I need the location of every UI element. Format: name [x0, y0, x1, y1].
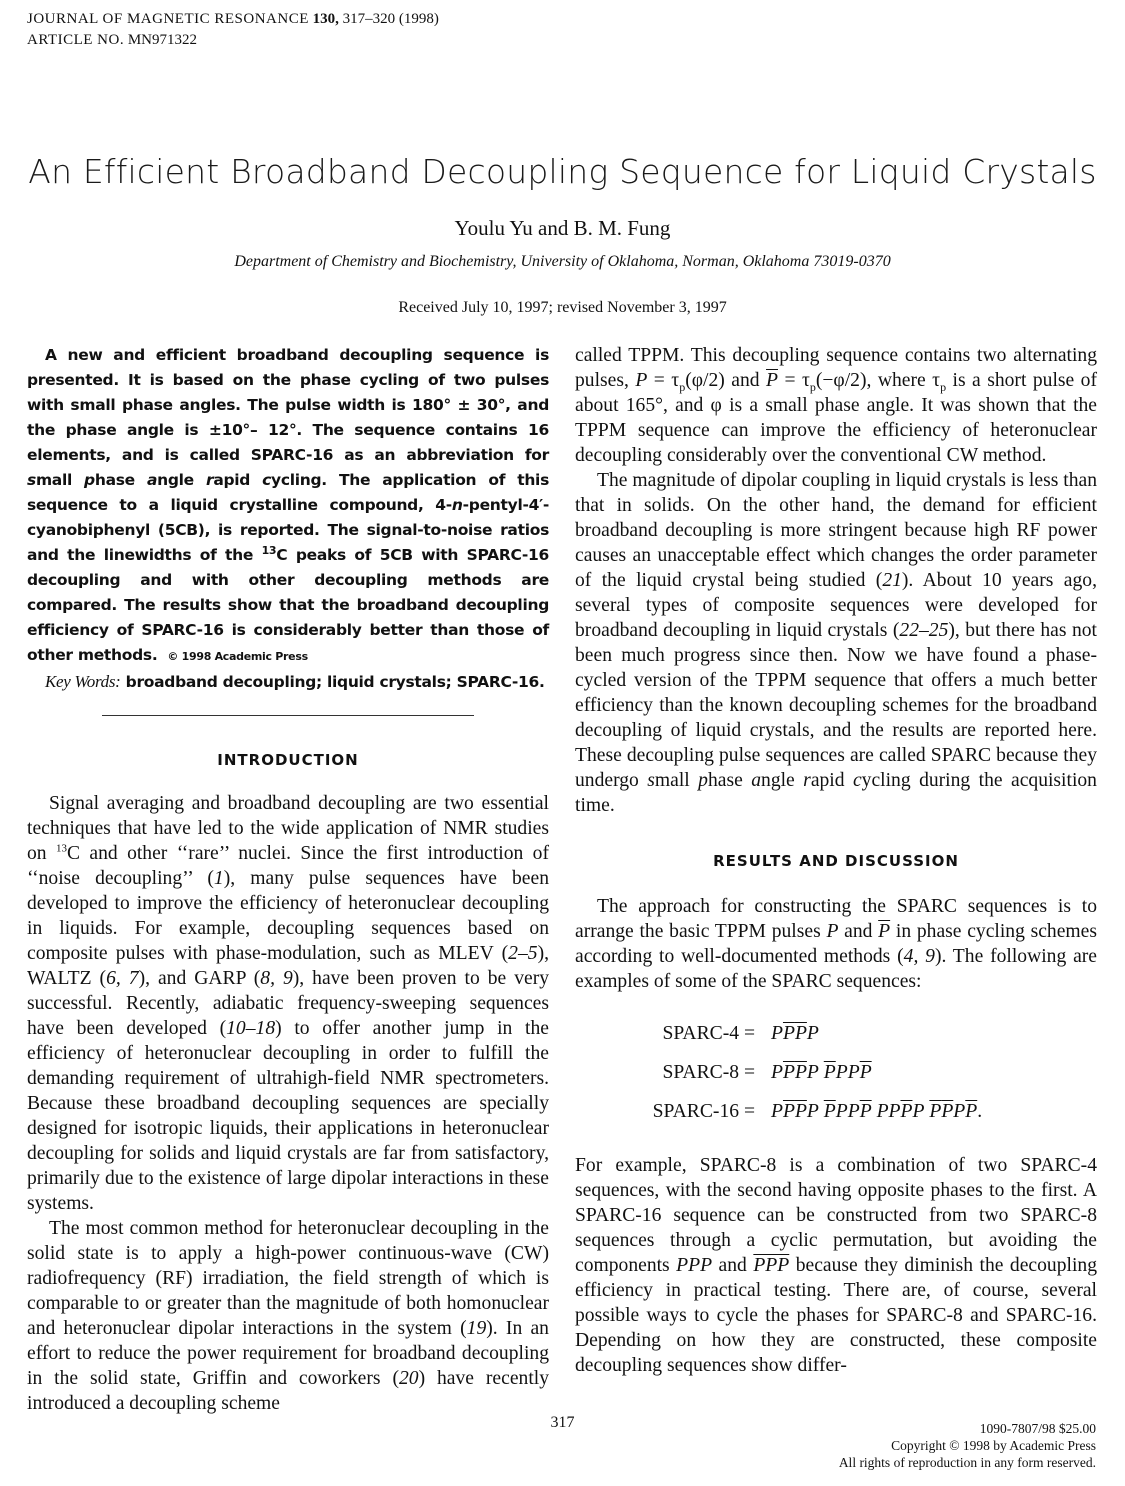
copyright-notice: © 1998 Academic Press	[167, 650, 308, 663]
paragraph: The magnitude of dipolar coupling in liquid crystals is less than that in solids. On the other hand, the demand for efficient broadband decoupling is more stringent because high RF power causes an unacceptable effect which changes the order parameter of the liquid crystal being studied (21). About 10 years ago, several types of composite sequences were developed for broadband decoupling in liquid crystals (22–25), but there has not been much progress since then. Now we have found a phase-cycled version of the TPPM sequence that offers a much better efficiency than the known decoupling schemes for the broadband decoupling of liquid crystals, and the results are reported here. These decoupling pulse sequences are called SPARC because they undergo small phase angle rapid cycling during the acquisition time.	[575, 470, 1097, 816]
journal-volume: 130,	[312, 11, 339, 27]
received-dates: Received July 10, 1997; revised November 3, 1997	[398, 299, 727, 316]
equation-sparc-4: SPARC-4 = $P\overline{P}\overline{P}P$	[662, 1023, 819, 1044]
article-number: MN971322	[127, 32, 198, 48]
results-text	[575, 894, 1097, 994]
right-column-text	[575, 343, 1097, 818]
abstract-text: A new and efficient broadband decoupling sequence is presented. It is based on the phase cycling of two pulses with small phase angles. The pulse width is 180° ± 30°, and the phase angle is ±10°– 12°. The sequence contains 16 elements, and is called SPARC-16 as an abbreviation for small phase angle rapid cycling. The application of this sequence to a liquid crystalline compound, 4-n-pentyl-4′-cyanobiphenyl (5CB), is reported. The signal-to-noise ratios and the linewidths of the $^{13}$C peaks of 5CB with SPARC-16 decoupling and with other decoupling methods are compared. The results show that the broadband decoupling efficiency of SPARC-16 is considerably better than those of other methods. © 1998 Academic Press	[27, 346, 549, 664]
article-label: ARTICLE NO.	[27, 32, 125, 48]
left-column	[27, 343, 549, 1416]
results-text-continued	[575, 1153, 1097, 1378]
right-column	[575, 343, 1097, 1378]
issn-price: 1090-7807/98 $25.00	[979, 1421, 1096, 1436]
authors: Youlu Yu and B. M. Fung	[454, 216, 671, 240]
equation-sparc-16: SPARC-16 = $P\overline{P}\overline{P}P$ $\overline{P}PP\overline{P}$ $PP\overline{P}P$ $\overline{P}\overline{P}P\overline{P}$.	[652, 1101, 983, 1122]
section-heading-introduction: INTRODUCTION	[217, 751, 359, 769]
paragraph: Signal averaging and broadband decoupling are two essential techniques that have led to the wide application of NMR studies on $^{13}$C and other ‘‘rare’’ nuclei. Since the first introduction of ‘‘noise decoupling’’ (1), many pulse sequences have been developed to improve the efficiency of heteronuclear decoupling in liquids. For example, decoupling sequences based on composite pulses with phase-modulation, such as MLEV (2–5), WALTZ (6, 7), and GARP (8, 9), have been proven to be very successful. Recently, adiabatic frequency-sweeping sequences have been developed (10–18) to offer another jump in the efficiency of heteronuclear decoupling in order to fulfill the demanding requirement of ultrahigh-field NMR spectrometers. Because these broadband decoupling sequences are specially designed for isotropic liquids, their applications in heteronuclear decoupling for solids and liquid crystals are far from satisfactory, primarily due to the existence of large dipolar interactions in these systems.	[27, 793, 550, 1214]
paragraph: called TPPM. This decoupling sequence contains two alternating pulses, $P = \tau_p(\varphi/2)$ and $\overline{P} = \tau_p(-\varphi/2)$, where $\tau_p$ is a short pulse of about 165°, and φ is a small phase angle. It was shown that the TPPM sequence can improve the efficiency of heteronuclear decoupling considerably over the conventional CW method.	[575, 345, 1098, 466]
rights-notice: All rights of reproduction in any form reserved.	[838, 1455, 1096, 1470]
introduction-text	[27, 791, 549, 1416]
page-number: 317	[550, 1414, 575, 1431]
equation-sparc-8: SPARC-8 = $P\overline{P}\overline{P}P$ $\overline{P}PP\overline{P}$	[662, 1062, 872, 1083]
paragraph: For example, SPARC-8 is a combination of two SPARC-4 sequences, with the second having opposite phases to the first. A SPARC-16 sequence can be constructed from two SPARC-8 sequences through a cyclic permutation, but avoiding the components PPP and $\overline{PPP}$ because they diminish the decoupling efficiency in practical testing. There are, of course, several possible ways to cycle the phases for SPARC-8 and SPARC-16. Depending on how they are constructed, these composite decoupling sequences show differ-	[575, 1155, 1097, 1376]
publisher-copyright: Copyright © 1998 by Academic Press	[891, 1438, 1096, 1453]
sparc-equations	[575, 1014, 1097, 1131]
journal-citation	[27, 9, 439, 29]
paper-title: An Efficient Broadband Decoupling Sequence for Liquid Crystals	[28, 152, 1097, 191]
abstract	[27, 343, 549, 669]
article-number-line	[27, 30, 197, 50]
affiliation: Department of Chemistry and Biochemistry, University of Oklahoma, Norman, Oklahoma 73019-0370	[234, 253, 891, 270]
paragraph: The approach for constructing the SPARC sequences is to arrange the basic TPPM pulses P and $\overline{P}$ in phase cycling schemes according to well-documented methods (4, 9). The following are examples of some of the SPARC sequences:	[575, 896, 1097, 992]
copyright-footer	[839, 1420, 1096, 1471]
journal-pages: 317–320 (1998)	[342, 11, 439, 27]
paragraph: The most common method for heteronuclear decoupling in the solid state is to apply a high-power continuous-wave (CW) radiofrequency (RF) irradiation, the field strength of which is comparable to or greater than the magnitude of both homonuclear and heteronuclear dipolar interactions in the system (19). In an effort to reduce the power requirement for broadband decoupling in the solid state, Griffin and coworkers (20) have recently introduced a decoupling scheme	[27, 1218, 549, 1414]
divider	[102, 715, 474, 716]
keywords: Key Words: broadband decoupling; liquid crystals; SPARC-16.	[45, 672, 545, 691]
journal-name: JOURNAL OF MAGNETIC RESONANCE	[27, 11, 309, 27]
section-heading-results: RESULTS AND DISCUSSION	[713, 852, 959, 870]
